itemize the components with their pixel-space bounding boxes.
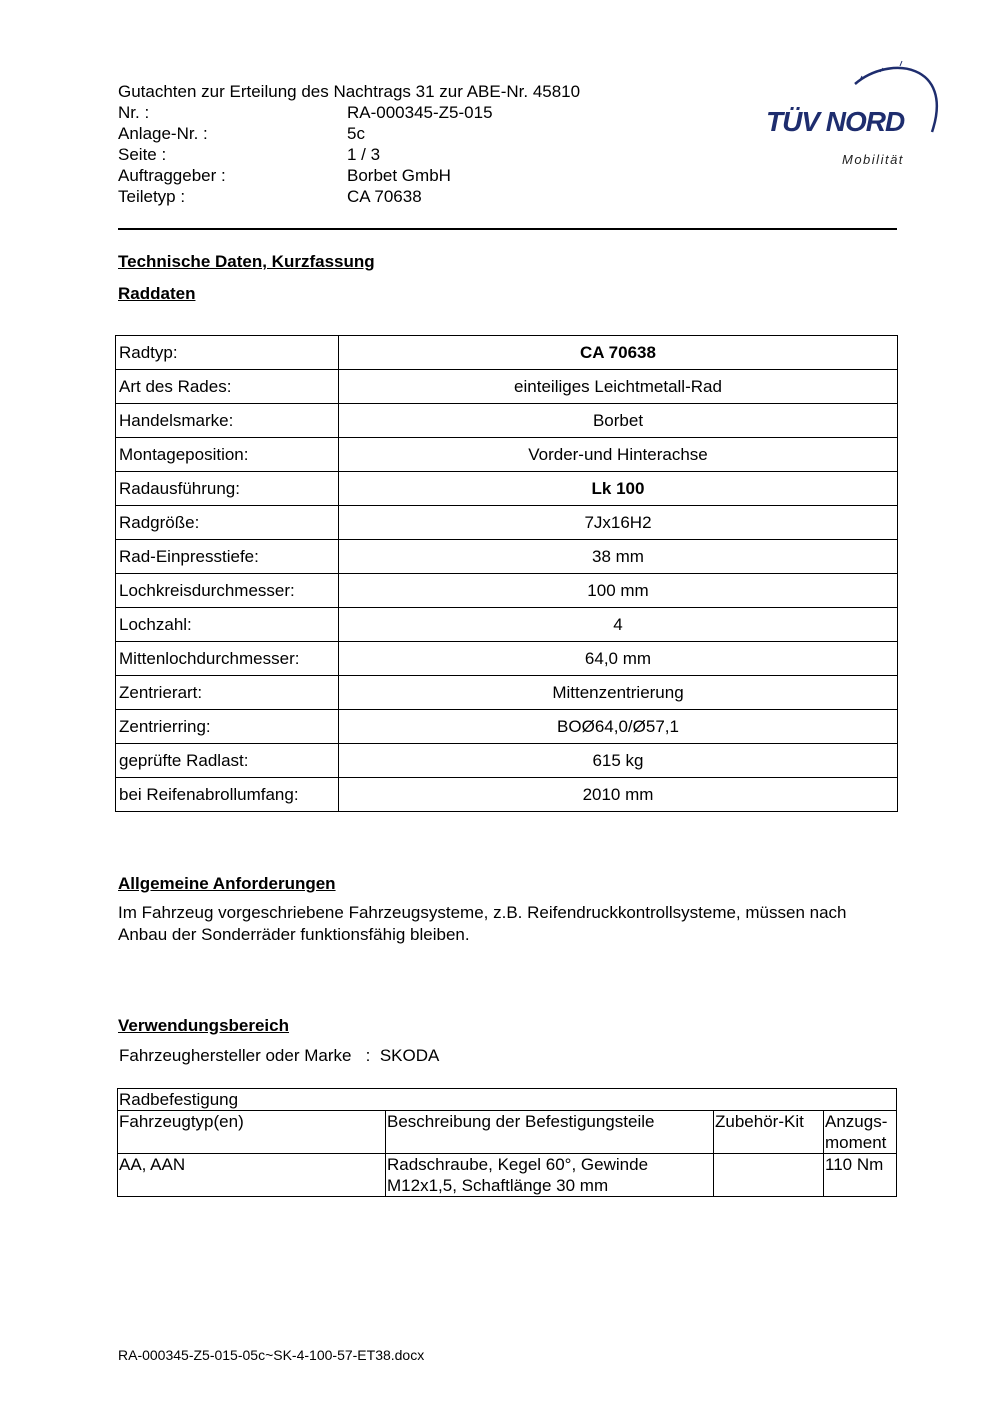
row-value: 4 [339,608,898,642]
wheel-fixing-table [117,1088,897,1197]
row-value: einteiliges Leichtmetall-Rad [339,370,898,404]
table-row [116,642,898,676]
row-value: Lk 100 [339,472,898,506]
table-title-cell: Radbefestigung [118,1089,897,1111]
header-row-auftraggeber [118,165,580,186]
row-label: Handelsmarke: [116,404,339,438]
header-value: 5c [347,124,365,143]
column-header: Anzugs-moment [824,1111,897,1154]
row-label: Art des Rades: [116,370,339,404]
header-value: RA-000345-Z5-015 [347,103,493,122]
row-value: 615 kg [339,744,898,778]
row-label: Radgröße: [116,506,339,540]
row-label: Zentrierart: [116,676,339,710]
table-cell: 110 Nm [824,1154,897,1197]
column-header: Beschreibung der Befestigungsteile [386,1111,714,1154]
tuv-nord-logo [760,54,950,174]
make-separator: : [365,1046,371,1065]
table-row [116,472,898,506]
header-key: Teiletyp : [118,187,186,206]
table-row [116,744,898,778]
table-row [116,438,898,472]
row-value: Mittenzentrierung [339,676,898,710]
logo-subtitle: Mobilität [842,152,904,167]
table-row [118,1089,897,1111]
row-value: BOØ64,0/Ø57,1 [339,710,898,744]
table-row [118,1154,897,1197]
column-header: Zubehör-Kit [714,1111,824,1154]
row-label: Lochzahl: [116,608,339,642]
header-key: Seite : [118,145,167,164]
row-label: Lochkreisdurchmesser: [116,574,339,608]
header-key: Auftraggeber : [118,166,226,185]
row-label: Mittenlochdurchmesser: [116,642,339,676]
make-label: Fahrzeughersteller oder Marke [119,1046,352,1065]
table-row [116,370,898,404]
make-value: SKODA [379,1046,440,1065]
requirements-text: Im Fahrzeug vorgeschriebene Fahrzeugsysteme, z.B. Reifendruckkontrollsysteme, müssen nach Anbau der Sonderräder funktionsfähig bleiben. [118,903,847,944]
table-cell: Radschraube, Kegel 60°, Gewinde M12x1,5, Schaftlänge 30 mm [386,1154,714,1197]
header-key: Anlage-Nr. : [118,124,208,143]
table-row [116,574,898,608]
footer-filename: RA-000345-Z5-015-05c~SK-4-100-57-ET38.docx [118,1347,425,1363]
table-header-row [118,1111,897,1154]
row-label: geprüfte Radlast: [116,744,339,778]
wheel-data-table [115,335,898,812]
table-row [116,404,898,438]
header-divider [118,228,897,230]
table-row [116,778,898,812]
table-row [116,710,898,744]
header-value: 1 / 3 [347,145,381,164]
table-cell: AA, AAN [118,1154,386,1197]
row-value: 7Jx16H2 [339,506,898,540]
table-row [116,608,898,642]
table-row [116,506,898,540]
logo-name: TÜV NORD [766,106,905,137]
table-row [116,336,898,370]
header-key: Nr. : [118,103,150,122]
row-label: Radausführung: [116,472,339,506]
row-label: bei Reifenabrollumfang: [116,778,339,812]
table-row [116,676,898,710]
vehicle-make-line [119,1046,439,1066]
row-value: 2010 mm [339,778,898,812]
row-value: 100 mm [339,574,898,608]
section-heading-technical-data: Technische Daten, Kurzfassung [118,252,375,271]
table-row [116,540,898,574]
header-row-anlage [118,123,580,144]
row-value: Borbet [339,404,898,438]
header-row-teiletyp [118,186,580,207]
header-value: Borbet GmbH [347,166,451,185]
section-heading-raddaten: Raddaten [118,284,196,303]
document-title: Gutachten zur Erteilung des Nachtrags 31 zur ABE-Nr. 45810 [118,82,581,101]
section-heading-usage: Verwendungsbereich [118,1016,289,1035]
section-heading-requirements: Allgemeine Anforderungen [118,874,336,893]
header-row-nr [118,102,580,123]
header-row-seite [118,144,580,165]
row-value: 38 mm [339,540,898,574]
row-label: Montageposition: [116,438,339,472]
row-label: Rad-Einpresstiefe: [116,540,339,574]
row-value: 64,0 mm [339,642,898,676]
document-header [118,81,580,207]
row-value: CA 70638 [339,336,898,370]
row-label: Radtyp: [116,336,339,370]
row-value: Vorder-und Hinterachse [339,438,898,472]
row-label: Zentrierring: [116,710,339,744]
table-cell [714,1154,824,1197]
header-value: CA 70638 [347,187,422,206]
column-header: Fahrzeugtyp(en) [118,1111,386,1154]
